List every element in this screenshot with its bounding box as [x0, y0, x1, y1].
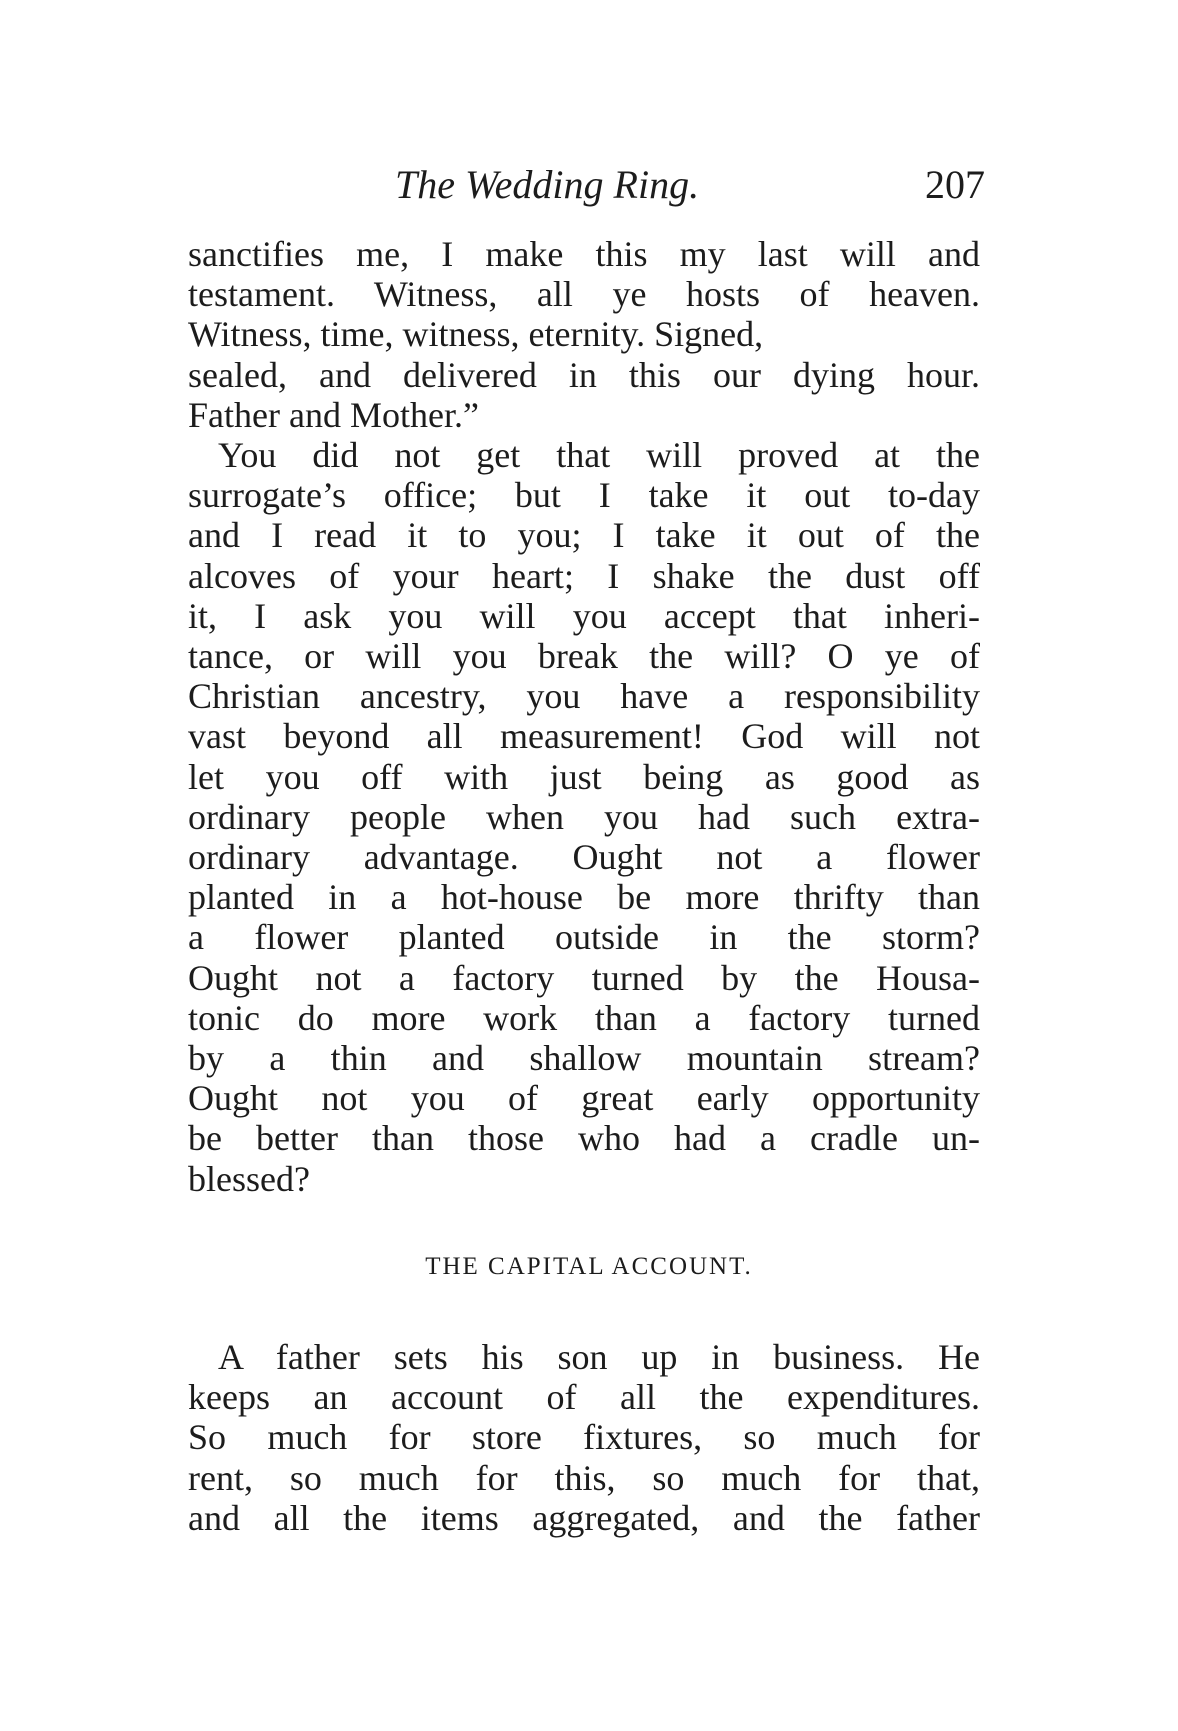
text-line: let you off with just being as good as [188, 756, 980, 797]
text-line: sanctifies me, I make this my last will and [188, 234, 980, 274]
page-header [345, 160, 985, 210]
paragraph-continuation [188, 234, 980, 435]
text-line: be better than those who had a cradle un- [188, 1118, 980, 1159]
text-line: Ought not a factory turned by the Housa- [188, 957, 980, 998]
text-line: vast beyond all measurement! God will not [188, 716, 980, 757]
text-line: tonic do more work than a factory turned [188, 997, 980, 1038]
text-line: by a thin and shallow mountain stream? [188, 1038, 980, 1079]
running-title: The Wedding Ring. [395, 162, 700, 207]
text-line: a flower planted outside in the storm? [188, 917, 980, 958]
text-line: surrogate’s office; but I take it out to-day [188, 475, 980, 516]
text-line: ordinary advantage. Ought not a flower [188, 837, 980, 878]
text-line: it, I ask you will you accept that inheri- [188, 595, 980, 636]
text-line: ordinary people when you had such extra- [188, 796, 980, 837]
text-line: and all the items aggregated, and the father [188, 1497, 980, 1538]
paragraph-capital-account [188, 1337, 980, 1538]
text-line: planted in a hot-house be more thrifty than [188, 877, 980, 918]
text-line: rent, so much for this, so much for that, [188, 1457, 980, 1498]
text-line: Father and Mother.” [188, 394, 479, 435]
text-line: tance, or will you break the will? O ye of [188, 636, 980, 677]
text-line: You did not get that will proved at the [218, 435, 980, 475]
text-line: blessed? [188, 1158, 310, 1199]
text-line: So much for store fixtures, so much for [188, 1417, 980, 1458]
text-line: A father sets his son up in business. He [218, 1337, 980, 1377]
text-line: Witness, time, witness, eternity. Signed, [188, 314, 764, 355]
text-line: Ought not you of great early opportunity [188, 1078, 980, 1119]
paragraph-will [188, 435, 980, 1199]
text-line: Christian ancestry, you have a responsibility [188, 676, 980, 717]
text-line: keeps an account of all the expenditures. [188, 1377, 980, 1418]
section-heading: THE CAPITAL ACCOUNT. [425, 1253, 753, 1280]
page-number: 207 [925, 162, 985, 207]
text-line: testament. Witness, all ye hosts of heaven. [188, 274, 980, 315]
text-line: alcoves of your heart; I shake the dust off [188, 555, 980, 596]
text-line: and I read it to you; I take it out of the [188, 515, 980, 556]
text-line: sealed, and delivered in this our dying hour. [188, 354, 980, 395]
